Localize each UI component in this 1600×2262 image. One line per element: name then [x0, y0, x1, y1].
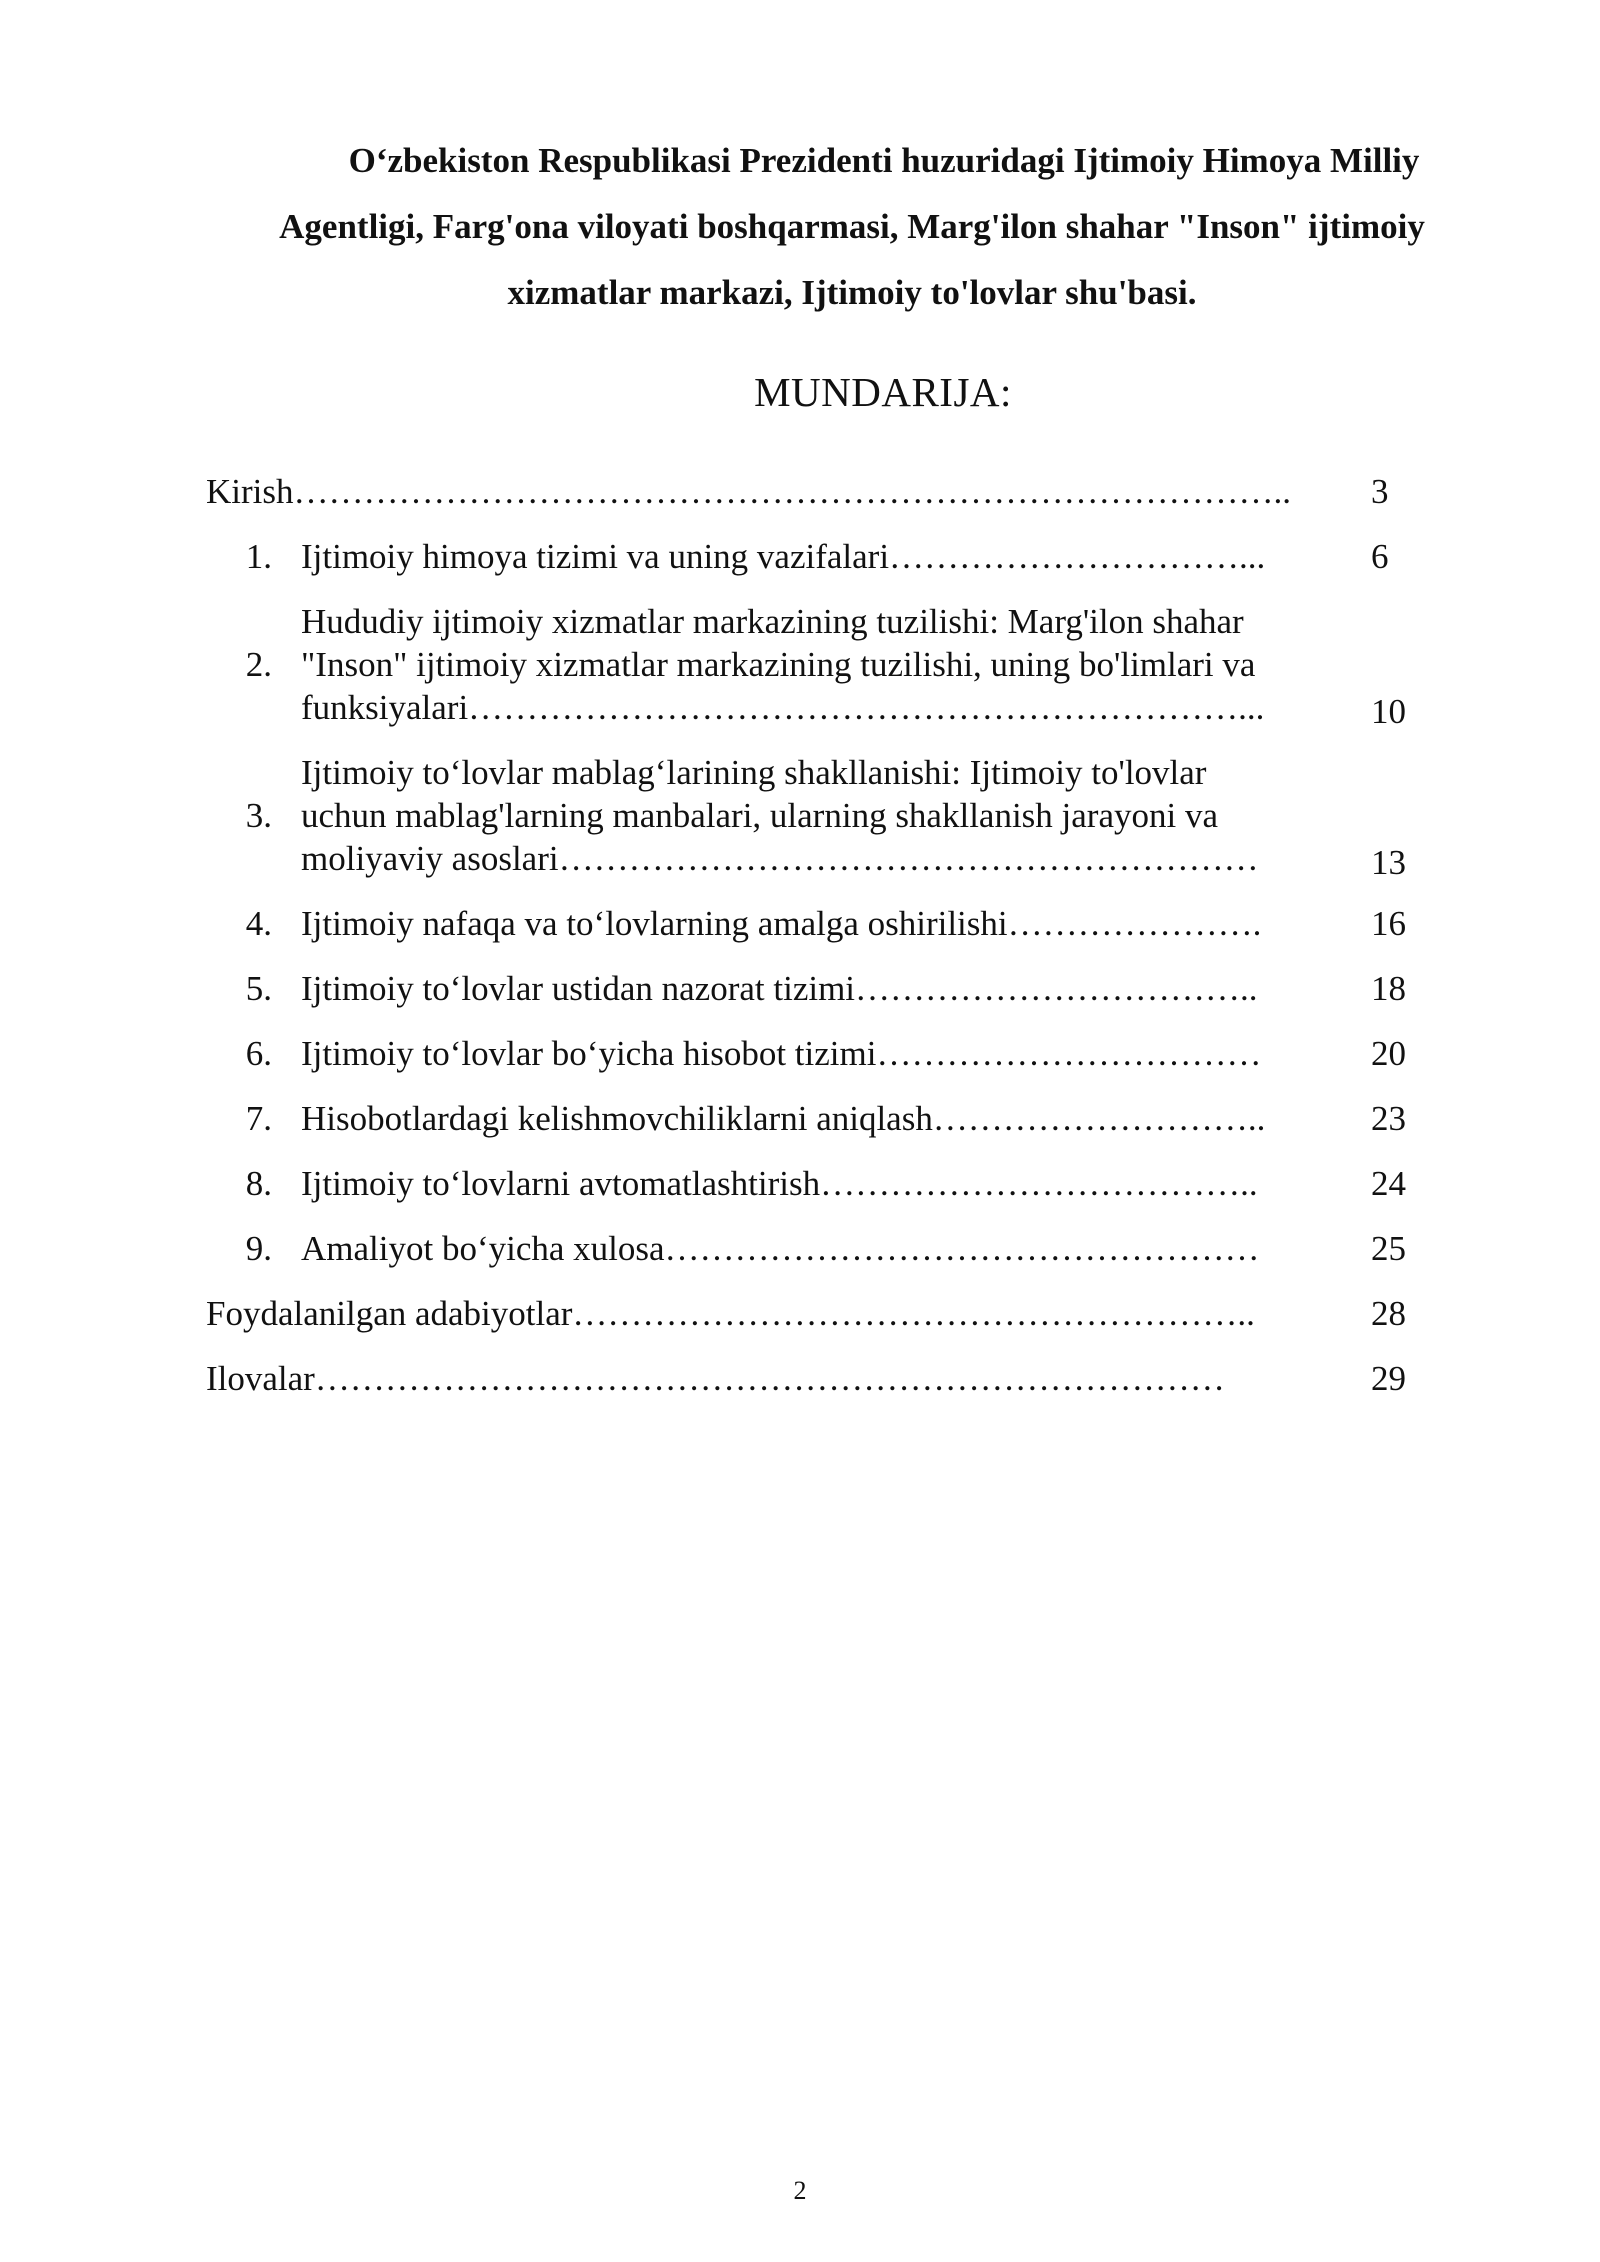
toc-entry[interactable]: [206, 902, 1426, 945]
toc-entry-title-line: Kirish…………………………………………………………………………..: [206, 472, 1291, 511]
toc-entry-number: 2.: [245, 645, 272, 684]
toc-entry-page: 16: [1371, 904, 1406, 943]
toc-entry[interactable]: [206, 967, 1426, 1010]
toc-entry-page: 13: [1371, 843, 1406, 882]
toc-entry-title: [206, 470, 1306, 513]
toc-entry[interactable]: [206, 1162, 1426, 1205]
toc-entry-title-line: uchun mablag'larning manbalari, ularning shakllanish jarayoni va: [301, 796, 1219, 835]
toc-entry-title: [301, 600, 1301, 729]
toc-entry-title: [301, 967, 1301, 1010]
toc-entry-page: 25: [1371, 1229, 1406, 1268]
toc-entry-title: [206, 1292, 1306, 1335]
organization-header: [232, 128, 1472, 326]
toc-entry-page: 24: [1371, 1164, 1406, 1203]
toc-entry-page: 20: [1371, 1034, 1406, 1073]
toc-entry-title: [301, 902, 1301, 945]
toc-entry-title-line: Ilovalar……………………………………………………………………: [206, 1359, 1225, 1398]
toc-entry-title-line: funksiyalari…………………………………………………………...: [301, 688, 1265, 727]
header-line-1-text: Oʻzbekiston Respublikasi Prezidenti huzuridagi Ijtimoiy Himoya Milliy: [348, 141, 1420, 180]
toc-entry-number: 6.: [245, 1034, 272, 1073]
toc-entry[interactable]: [206, 1227, 1426, 1270]
toc-entry[interactable]: [206, 1357, 1426, 1400]
toc-entry-page: 23: [1371, 1099, 1406, 1138]
header-line-1: [232, 128, 1472, 194]
toc-entry-number: 9.: [245, 1229, 272, 1268]
toc-entry[interactable]: [206, 600, 1426, 729]
toc-entry-number: 3.: [245, 796, 272, 835]
toc-entry-title: [301, 1032, 1301, 1075]
toc-entry-title-line: Ijtimoiy toʻlovlar mablagʻlarining shakllanishi: Ijtimoiy to'lovlar: [301, 753, 1207, 792]
toc-entry-title-line: Hududiy ijtimoiy xizmatlar markazining tuzilishi: Marg'ilon shahar: [301, 602, 1244, 641]
toc-entry-title-line: Ijtimoiy toʻlovlar boʻyicha hisobot tizimi……………………………: [301, 1034, 1262, 1073]
toc-entry-number: 1.: [245, 537, 272, 576]
toc-entry[interactable]: [206, 1292, 1426, 1335]
toc-title: MUNDARIJA:: [754, 369, 1012, 415]
toc-entry[interactable]: [206, 751, 1426, 880]
header-line-2: Agentligi, Farg'ona viloyati boshqarmasi, Marg'ilon shahar "Inson" ijtimoiy: [279, 207, 1425, 246]
toc-entry-number: 5.: [245, 969, 272, 1008]
toc-entry[interactable]: [206, 535, 1426, 578]
toc-entry-title: [301, 751, 1301, 880]
toc-entry-title-line: Amaliyot boʻyicha xulosa……………………………………………: [301, 1229, 1260, 1268]
toc-entry-title: [301, 1162, 1301, 1205]
page-number: 2: [793, 2176, 807, 2205]
toc-entry-title-line: Ijtimoiy toʻlovlarni avtomatlashtirish………………………………..: [301, 1164, 1258, 1203]
toc-entry-page: 10: [1371, 692, 1406, 731]
toc-entry-number: 7.: [245, 1099, 272, 1138]
toc-entry-page: 3: [1371, 472, 1389, 511]
toc-entry-title-line: Hisobotlardagi kelishmovchiliklarni aniqlash………………………..: [301, 1099, 1266, 1138]
toc-entry-title-line: Ijtimoiy himoya tizimi va uning vazifalari…………………………...: [301, 537, 1266, 576]
toc-entry-title-line: Ijtimoiy nafaqa va toʻlovlarning amalga oshirilishi………………….: [301, 904, 1262, 943]
toc-entry-title: [301, 1097, 1301, 1140]
toc-entry-title: [206, 1357, 1306, 1400]
header-line-3: xizmatlar markazi, Ijtimoiy to'lovlar shu'basi.: [507, 273, 1197, 312]
toc-entry-number: 4.: [245, 904, 272, 943]
toc-entry[interactable]: [206, 470, 1426, 513]
toc-entry-title-line: "Inson" ijtimoiy xizmatlar markazining tuzilishi, uning bo'limlari va: [301, 645, 1256, 684]
toc-entry[interactable]: [206, 1097, 1426, 1140]
toc-entry-title-line: moliyaviy asoslari……………………………………………………: [301, 839, 1259, 878]
toc-entry-title: [301, 1227, 1301, 1270]
toc-entry-title-line: Ijtimoiy toʻlovlar ustidan nazorat tizimi……………………………..: [301, 969, 1258, 1008]
toc-entry-page: 6: [1371, 537, 1389, 576]
toc-entry-title-line: Foydalanilgan adabiyotlar…………………………………………………..: [206, 1294, 1255, 1333]
toc-entry-number: 8.: [245, 1164, 272, 1203]
toc-entry[interactable]: [206, 1032, 1426, 1075]
toc-entry-page: 28: [1371, 1294, 1406, 1333]
toc-entry-title: [301, 535, 1301, 578]
toc-entry-page: 18: [1371, 969, 1406, 1008]
toc-entry-page: 29: [1371, 1359, 1406, 1398]
